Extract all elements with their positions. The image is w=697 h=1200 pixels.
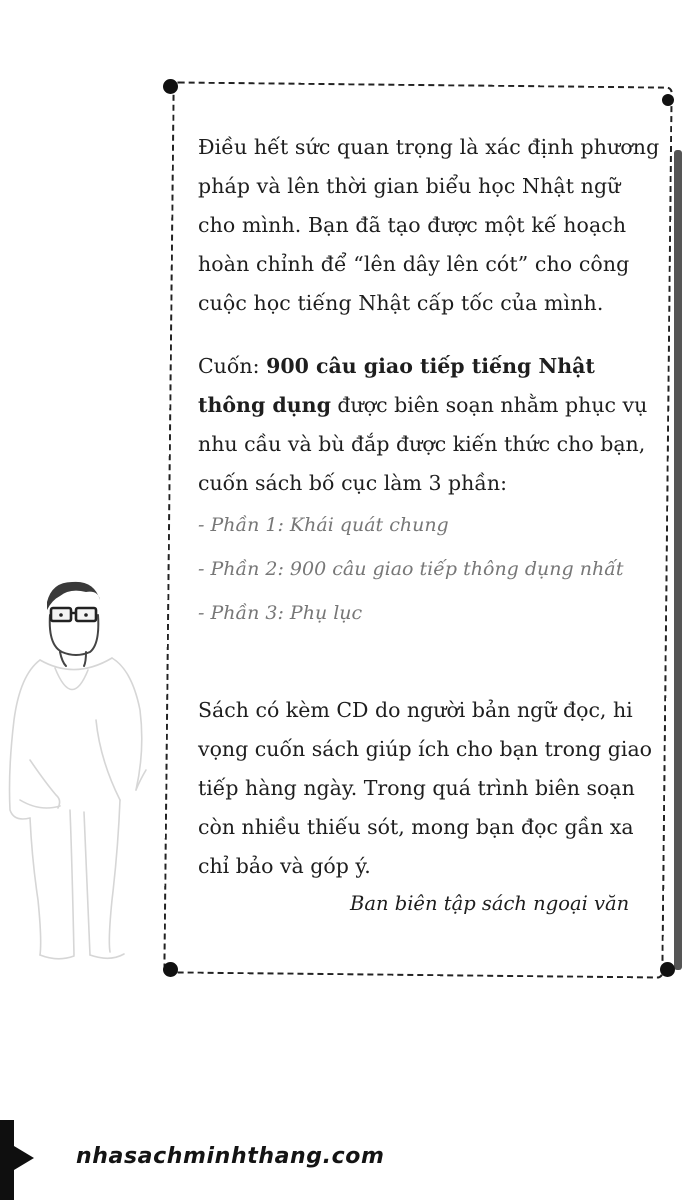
paragraph-cd-note: Sách có kèm CD do người bản ngữ đọc, hi vọng cuốn sách giúp ích cho bạn trong giao tiếp hàng ngày. Trong quá trình biên soạn còn nhiều thiếu sót, mong bạn đọc gần xa chỉ bảo và góp ý. — [198, 698, 653, 878]
corner-dot-top-left — [163, 79, 178, 94]
part-3: - Phần 3: Phụ lục — [198, 602, 363, 624]
website-url: nhasachminhthang.com — [76, 1144, 385, 1169]
corner-dot-bottom-right — [660, 962, 675, 977]
part-2: - Phần 2: 900 câu giao tiếp thông dụng nhất — [198, 558, 624, 580]
page-edge-bracket — [0, 1112, 40, 1200]
book-prefix: Cuốn: — [198, 354, 267, 378]
book-description: được biên soạn nhằm phục vụ nhu cầu và bù đắp được kiến thức cho bạn, cuốn sách bố cục làm 3 phần: — [198, 393, 648, 495]
paragraph-book-description — [198, 347, 660, 503]
corner-dot-top-right — [662, 94, 674, 106]
corner-dot-bottom-left — [163, 962, 178, 977]
editor-signature: Ban biên tập sách ngoại văn — [350, 892, 630, 915]
part-1: - Phần 1: Khái quát chung — [198, 514, 449, 536]
book-title: 900 câu giao tiếp tiếng Nhật thông dụng — [198, 354, 595, 417]
man-with-glasses-illustration — [0, 560, 160, 980]
frame-shadow — [674, 150, 682, 970]
paragraph-intro: Điều hết sức quan trọng là xác định phương pháp và lên thời gian biểu học Nhật ngữ cho mình. Bạn đã tạo được một kế hoạch hoàn chỉnh để “lên dây lên cót” cho công cuộc học tiếng Nhật cấp tốc của mình. — [198, 135, 660, 315]
preface-text — [198, 128, 660, 886]
